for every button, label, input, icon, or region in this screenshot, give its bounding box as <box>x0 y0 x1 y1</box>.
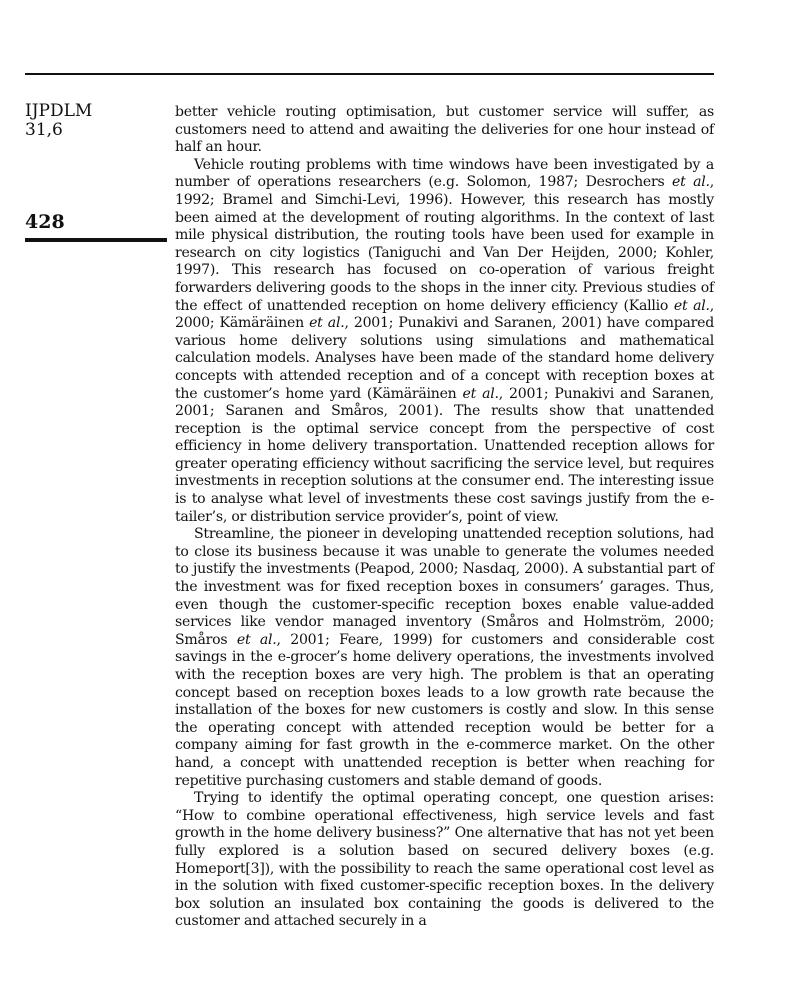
paragraph: Streamline, the pioneer in developing unattended reception solutions, had to close its business because it was unable to generate the volumes needed to justify the investments (Peapod, 2000; Nasdaq, 2000). A substantial part of the investment was for fixed reception boxes in consumers’ garages. Thus, even though the customer-specific reception boxes enable value-added services like vendor managed inventory (Småros and Holmström, 2000; Småros et al., 2001; Feare, 1999) for customers and considerable cost savings in the e-grocer’s home delivery operations, the investments involved with the reception boxes are very high. The problem is that an operating concept based on reception boxes leads to a low growth rate because the installation of the boxes for new customers is costly and slow. In this sense the operating concept with attended reception would be better for a company aiming for fast growth in the e-commerce market. On the other hand, a concept with unattended reception is better when reaching for repetitive purchasing customers and stable demand of goods. <box>175 526 715 789</box>
et-al-italic: et al. <box>673 297 710 314</box>
et-al-italic: et al. <box>309 315 345 332</box>
et-al-italic: et al. <box>236 631 277 648</box>
journal-label <box>25 102 92 140</box>
body-text <box>175 104 714 931</box>
et-al-italic: et al. <box>672 174 710 191</box>
page-number: 428 <box>25 211 65 233</box>
paragraph: Trying to identify the optimal operating concept, one question arises: “How to combine operational effectiveness, high service levels and fast growth in the home delivery business?” One alternative that has not yet been fully explored is a solution based on secured delivery boxes (e.g. Homeport[3]), with the possibility to reach the same operational cost level as in the solution with fixed customer-specific reception boxes. In the delivery box solution an insulated box containing the goods is delivered to the customer and attached securely in a <box>175 790 714 930</box>
page-number-rule <box>25 238 167 242</box>
header-rule <box>25 73 714 75</box>
paragraph: Vehicle routing problems with time windows have been investigated by a number of operations researchers (e.g. Solomon, 1987; Desrochers et al., 1992; Bramel and Simchi-Levi, 1996). However, this research has mostly been aimed at the development of routing algorithms. In the context of last mile physical distribution, the routing tools have been used for example in research on city logistics (Taniguchi and Van Der Heijden, 2000; Kohler, 1997). This research has focused on co-operation of various freight forwarders delivering goods to the shops in the inner city. Previous studies of the effect of unattended reception on home delivery efficiency (Kallio et al., 2000; Kämäräinen et al., 2001; Punakivi and Saranen, 2001) have compared various home delivery solutions using simulations and mathematical calculation models. Analyses have been made of the standard home delivery concepts with attended reception and of a concept with reception boxes at the customer’s home yard (Kämäräinen et al., 2001; Punakivi and Saranen, 2001; Saranen and Småros, 2001). The results show that unattended reception is the optimal service concept from the perspective of cost efficiency in home delivery transportation. Unattended reception allows for greater operating efficiency without sacrificing the service level, but requires investments in reception solutions at the consumer end. The interesting issue is to analyse what level of investments these cost savings justify from the e-tailer’s, or distribution service provider’s, point of view. <box>175 156 715 525</box>
journal-code: IJPDLM <box>25 101 93 121</box>
et-al-italic: et al. <box>462 385 499 402</box>
volume-issue: 31,6 <box>25 120 63 140</box>
paragraph: better vehicle routing optimisation, but customer service will suffer, as customers need to attend and awaiting the deliveries for one hour instead of half an hour. <box>175 104 714 156</box>
